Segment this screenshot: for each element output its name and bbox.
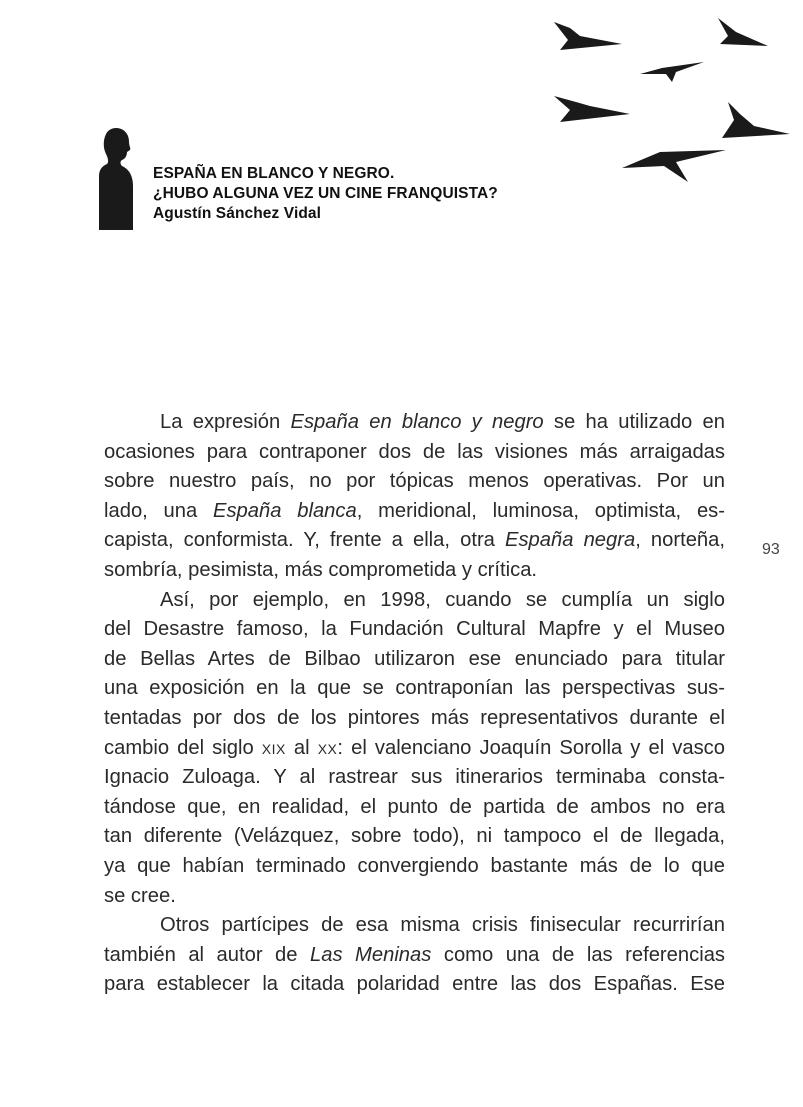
text-line xyxy=(104,822,725,852)
text-span: Así, por ejemplo, en 1998, cuando se cumplía un siglo xyxy=(160,588,725,611)
text-line xyxy=(104,911,725,941)
text-line xyxy=(104,882,725,912)
text-span: del Desastre famoso, la Fundación Cultural Mapfre y el Museo xyxy=(104,618,725,641)
text-span: lado, una xyxy=(104,499,213,522)
text-line xyxy=(104,586,725,616)
text-line xyxy=(104,645,725,675)
body-text xyxy=(104,408,725,1000)
text-line xyxy=(104,941,725,971)
italic-text: España negra xyxy=(505,529,636,552)
chapter-title-line-1: ESPAÑA EN BLANCO Y NEGRO. xyxy=(153,165,395,182)
text-span: tándose que, en realidad, el punto de partida de ambos no era xyxy=(104,795,725,818)
text-span: cambio del siglo xyxy=(104,736,262,759)
human-silhouette-icon xyxy=(96,126,136,230)
text-line xyxy=(104,556,725,586)
text-span: una exposición en la que se contraponían las perspectivas sus- xyxy=(104,677,725,700)
chapter-author: Agustín Sánchez Vidal xyxy=(153,205,322,222)
text-span: de Bellas Artes de Bilbao utilizaron ese enunciado para titular xyxy=(104,647,725,670)
chapter-header xyxy=(153,164,498,224)
text-line xyxy=(104,497,725,527)
text-span: Ignacio Zuloaga. Y al rastrear sus itinerarios terminaba consta- xyxy=(104,766,725,789)
text-span: ocasiones para contraponer dos de las visiones más arraigadas xyxy=(104,440,725,463)
text-span: sombría, pesimista, más comprometida y crítica. xyxy=(104,558,538,581)
text-span: se ha utilizado en xyxy=(543,411,725,433)
text-span: La expresión xyxy=(160,411,291,433)
text-line xyxy=(104,852,725,882)
text-span: como una de las referencias xyxy=(431,943,726,966)
text-span: , norteña, xyxy=(635,529,725,552)
text-line xyxy=(104,615,725,645)
text-span: se cree. xyxy=(104,884,176,907)
text-line xyxy=(104,674,725,704)
text-span: tentadas por dos de los pintores más representativos durante el xyxy=(104,706,725,729)
text-line xyxy=(104,526,725,556)
text-span: , meridional, luminosa, optimista, es- xyxy=(356,499,725,522)
text-line xyxy=(104,763,725,793)
text-span: al xyxy=(285,736,318,759)
chapter-title-line-2: ¿HUBO ALGUNA VEZ UN CINE FRANQUISTA? xyxy=(153,185,498,202)
text-line xyxy=(104,438,725,468)
text-span: XX xyxy=(317,740,338,757)
text-span: capista, conformista. Y, frente a ella, otra xyxy=(104,529,505,552)
italic-text: España blanca xyxy=(213,499,357,522)
text-line xyxy=(104,970,725,1000)
text-span: sobre nuestro país, no por tópicas menos operativas. Por un xyxy=(104,470,725,493)
text-span: : el valenciano Joaquín Sorolla y el vasco xyxy=(337,736,725,759)
text-line xyxy=(104,408,725,438)
italic-text: Las Meninas xyxy=(310,943,432,966)
text-span: XIX xyxy=(261,740,286,757)
page-number: 93 xyxy=(762,541,780,558)
text-line xyxy=(104,793,725,823)
flying-birds-illustration xyxy=(540,10,803,190)
italic-text: España en blanco y negro xyxy=(290,411,544,433)
text-span: también al autor de xyxy=(104,943,310,966)
text-span: ya que habían terminado convergiendo bastante más de lo que xyxy=(104,854,725,877)
text-line xyxy=(104,467,725,497)
text-span: para establecer la citada polaridad entre las dos Españas. Ese xyxy=(104,973,725,996)
text-line xyxy=(104,734,725,764)
text-span: Otros partícipes de esa misma crisis finisecular recurrirían xyxy=(160,914,725,937)
text-line xyxy=(104,704,725,734)
text-span: tan diferente (Velázquez, sobre todo), ni tampoco el de llegada, xyxy=(104,825,725,848)
